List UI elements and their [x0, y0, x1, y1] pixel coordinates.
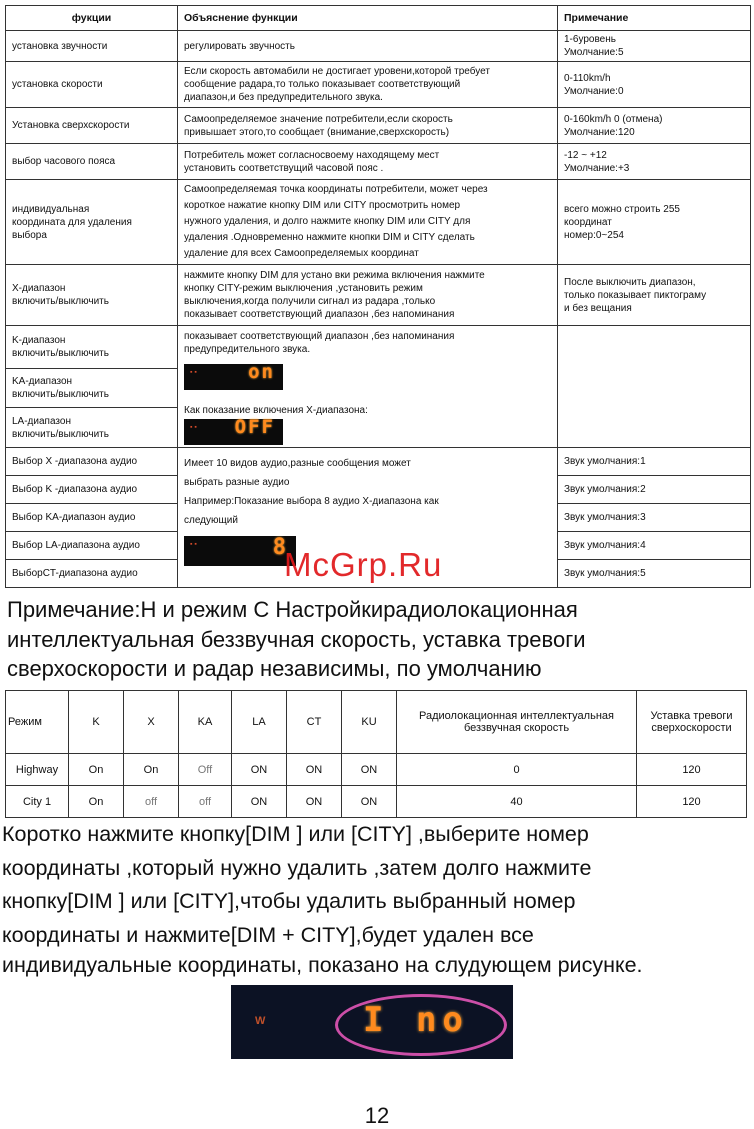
audio-explain-cell: Имеет 10 видов аудио,разные сообщения может выбрать разные аудио Например:Показание выбора 8 аудио X-диапазона как следующий ▪ ▪ 8 — [178, 448, 558, 588]
display-on: ▪ ▪ on — [184, 364, 551, 390]
note-cell: всего можно строить 255 координат номер:0~254 — [558, 180, 751, 265]
mode-cell: 0 — [397, 754, 637, 786]
mode-cell: Off — [179, 754, 232, 786]
mode-cell: off — [124, 786, 179, 818]
explain-cell: регулировать звучность — [178, 31, 558, 62]
mode-cell: ON — [232, 754, 287, 786]
header-silent-speed: Радиолокационная интеллектуальная беззвучная скорость — [397, 691, 637, 754]
func-cell: K-диапазон включить/выключить — [6, 326, 178, 369]
header-ct: CT — [287, 691, 342, 754]
note-cell-empty — [558, 326, 751, 448]
mode-cell: ON — [232, 786, 287, 818]
note-line: Примечание:Н и режим С Настройкирадиолокационная — [7, 597, 578, 622]
note-cell: Звук умолчания:5 — [558, 560, 751, 588]
note-cell: Звук умолчания:3 — [558, 504, 751, 532]
mode-cell: ON — [342, 754, 397, 786]
header-ku: KU — [342, 691, 397, 754]
table-row — [6, 265, 751, 326]
header-la: LA — [232, 691, 287, 754]
func-cell: Выбор LA-диапазона аудио — [6, 532, 178, 560]
mode-cell: City 1 — [6, 786, 69, 818]
note-cell: 1-6уровень Умолчание:5 — [558, 31, 751, 62]
note-cell: Звук умолчания:4 — [558, 532, 751, 560]
mode-row-highway — [6, 754, 747, 786]
instruction-line: координаты ,который нужно удалить ,затем долго нажмите — [2, 856, 592, 880]
functions-table — [5, 5, 751, 588]
func-cell: установка скорости — [6, 62, 178, 108]
func-cell: выбор часового пояса — [6, 144, 178, 180]
header-overspeed-alarm: Уставка тревоги сверхоскорости — [637, 691, 747, 754]
mode-cell: On — [124, 754, 179, 786]
instruction-line: Коротко нажмите кнопку[DIM ] или [CITY] ,выберите номер — [2, 822, 589, 846]
header-note: Примечание — [558, 6, 751, 31]
display-audio: ▪ ▪ 8 — [184, 536, 551, 566]
header-functions: фукции — [6, 6, 178, 31]
mode-cell: off — [179, 786, 232, 818]
display-label: W — [255, 1015, 266, 1027]
note-cell: -12 ~ +12 Умолчание:+3 — [558, 144, 751, 180]
mode-cell: 40 — [397, 786, 637, 818]
header-explanation: Объяснение функции — [178, 6, 558, 31]
mode-cell: 120 — [637, 754, 747, 786]
explain-cell: Самоопределяемое значение потребители,если скорость привышает этого,то сообщает (внимание,сверхскорость) — [178, 108, 558, 144]
mode-cell: ON — [287, 754, 342, 786]
led-icon: ▪ ▪ — [190, 541, 197, 548]
band-explain-cell: показывает соответствующий диапазон ,без напоминания предупредительного звука. ▪ ▪ on Как показание включения X-диапазона: ▪ ▪ OFF — [178, 326, 558, 448]
table-row — [6, 144, 751, 180]
display-off: ▪ ▪ OFF — [184, 419, 551, 445]
note-cell: Звук умолчания:1 — [558, 448, 751, 476]
mode-cell: ON — [342, 786, 397, 818]
mode-row-city — [6, 786, 747, 818]
mode-cell: Highway — [6, 754, 69, 786]
func-cell: X-диапазон включить/выключить — [6, 265, 178, 326]
instruction-line: координаты и нажмите[DIM + CITY],будет удален все — [2, 923, 534, 947]
func-cell: LA-диапазон включить/выключить — [6, 408, 178, 448]
table-row — [6, 180, 751, 265]
led-icon: ▪ ▪ — [190, 424, 197, 431]
instruction-line: индивидуальные координаты, показано на слудующем рисунке. — [2, 953, 643, 977]
table-row — [6, 31, 751, 62]
mode-table — [5, 690, 747, 818]
note-cell: После выключить диапазон, только показывает пиктограму и без вещания — [558, 265, 751, 326]
func-cell: установка звучности — [6, 31, 178, 62]
explain-cell: Потребитель может согласносвоему находящему мест установить соответствущий часовой пояс . — [178, 144, 558, 180]
note-cell: 0-160km/h 0 (отмена) Умолчание:120 — [558, 108, 751, 144]
note-cell: Звук умолчания:2 — [558, 476, 751, 504]
func-cell: KA-диапазон включить/выключить — [6, 368, 178, 408]
explain-cell: нажмите кнопку DIM для устано вки режима включения нажмите кнопку CITY-режим выключения ,установить режим выключения,когда получили сигнал из радара ,только показывает соответствующий диапазон ,без напоминания — [178, 265, 558, 326]
table-row — [6, 326, 751, 369]
mode-cell: ON — [287, 786, 342, 818]
func-cell: индивидуальная координата для удаления выбора — [6, 180, 178, 265]
func-cell: Выбор K -диапазона аудио — [6, 476, 178, 504]
func-cell: Установка сверхскорости — [6, 108, 178, 144]
mode-cell: On — [69, 754, 124, 786]
table-row — [6, 108, 751, 144]
led-icon: ▪ ▪ — [190, 369, 197, 376]
mode-cell: 120 — [637, 786, 747, 818]
func-cell: ВыборCT-диапазона аудио — [6, 560, 178, 588]
func-cell: Выбор X -диапазона аудио — [6, 448, 178, 476]
header-ka: KA — [179, 691, 232, 754]
page-number: 12 — [364, 1103, 390, 1128]
explain-cell: Если скорость автомабили не достигает уровени,которой требует сообщение радара,то только показывает соответствующий диапазон,и без предупредительного звука. — [178, 62, 558, 108]
table-row — [6, 62, 751, 108]
header-x: X — [124, 691, 179, 754]
display-caption: Как показание включения X-диапазона: — [184, 405, 368, 416]
instruction-line: кнопку[DIM ] или [CITY],чтобы удалить выбранный номер — [2, 889, 576, 913]
header-mode: Режим — [6, 691, 69, 754]
table-header-row — [6, 6, 751, 31]
mode-cell: On — [69, 786, 124, 818]
header-k: K — [69, 691, 124, 754]
delete-coordinates-display — [231, 985, 513, 1059]
explain-cell: Самоопределяемая точка координаты потребители, может через короткое нажатие кнопку DIM или CITY просмотрить номер нужного удаления, и долго нажмите кнопку DIM или CITY для удаления .Одновременно нажмите кнопки DIM и CITY сделать удаление для всех Самоопределяемых координат — [178, 180, 558, 265]
display-digits: I no — [363, 1000, 469, 1040]
note-line: сверхоскорости и радар независимы, по умолчанию — [7, 656, 542, 681]
mode-header-row — [6, 691, 747, 754]
note-line: интеллектуальная беззвучная скорость, уставка тревоги — [7, 627, 586, 652]
table-row — [6, 448, 751, 476]
func-cell: Выбор KA-диапазон аудио — [6, 504, 178, 532]
note-cell: 0-110km/h Умолчание:0 — [558, 62, 751, 108]
watermark: McGrp.Ru — [284, 546, 443, 583]
